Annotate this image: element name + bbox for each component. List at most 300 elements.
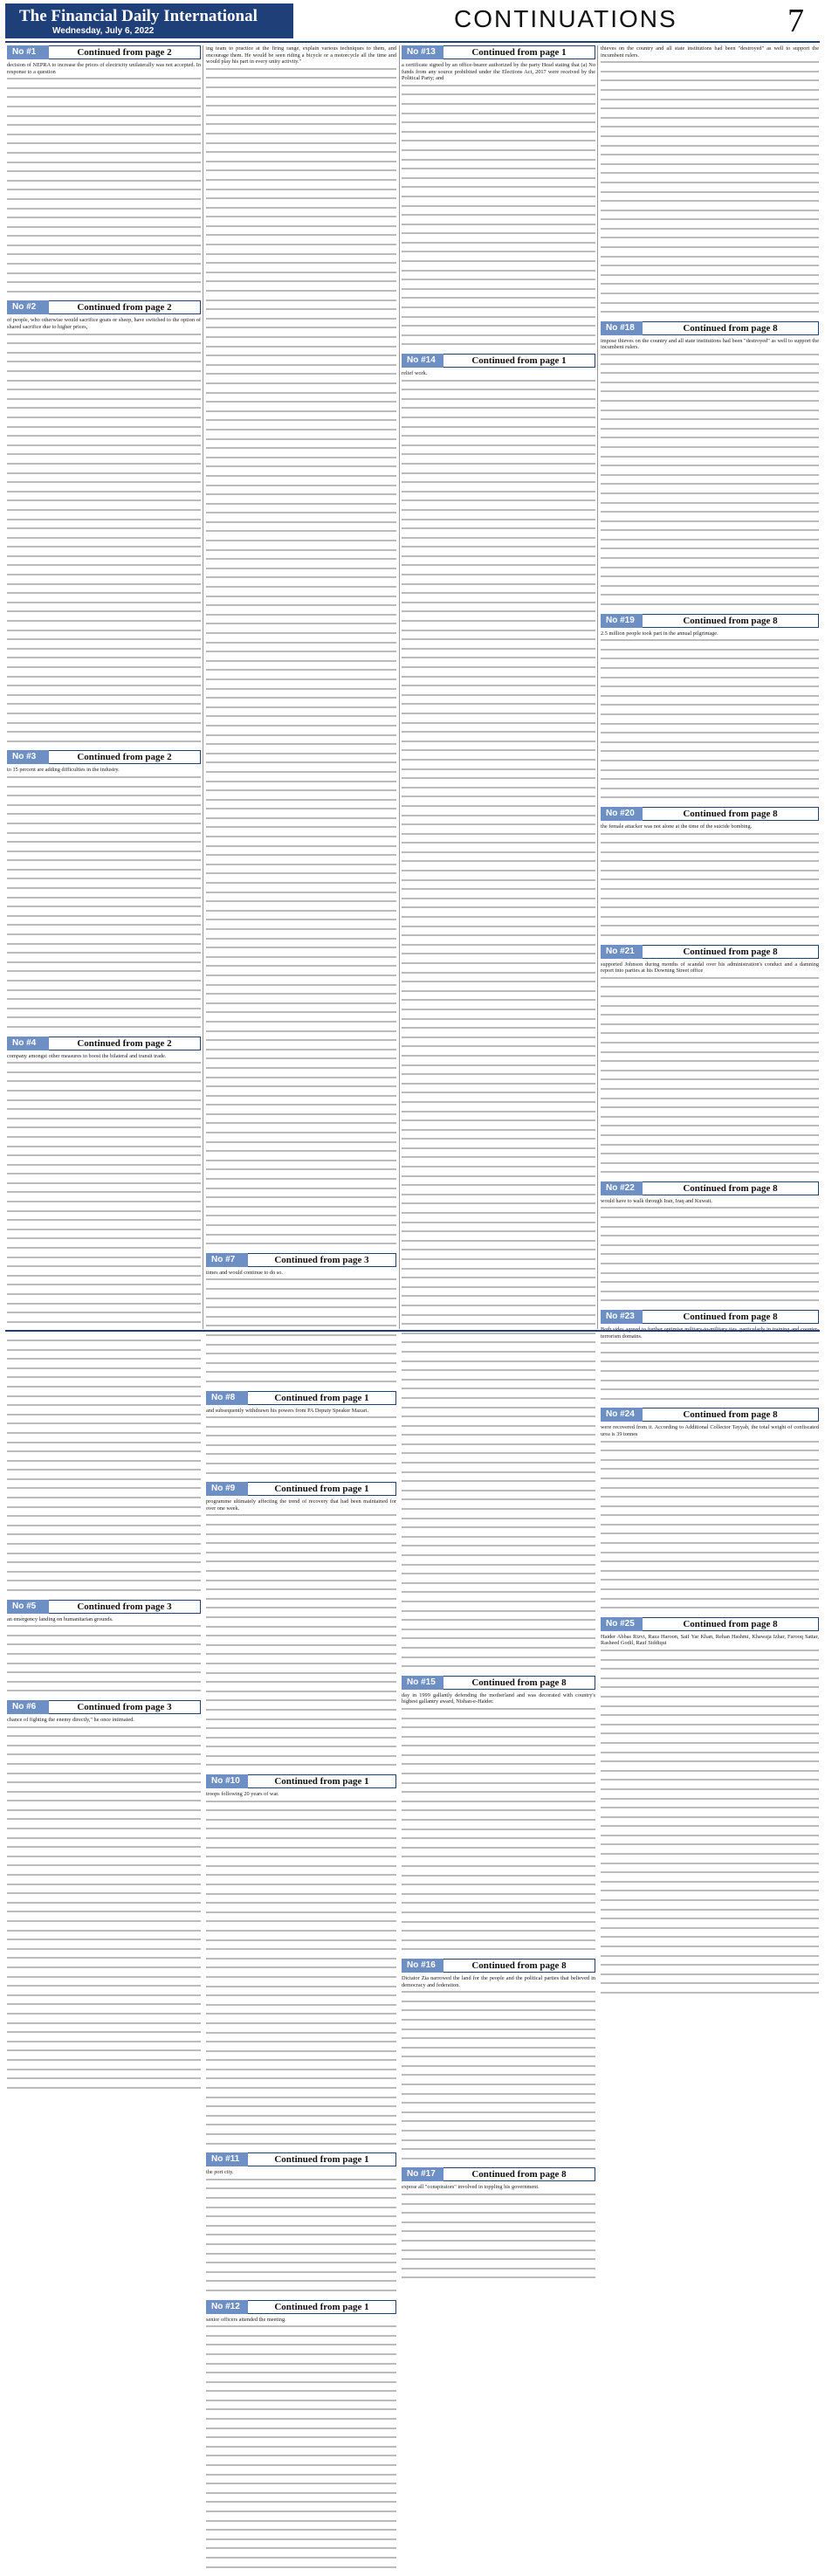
text-line: [206, 826, 396, 833]
text-line: [7, 509, 201, 516]
text-line: [402, 2009, 595, 2016]
text-line: [206, 761, 396, 768]
article-first-line: Haider Abbas Rizvi, Raza Haroon, Saif Yar Khan, Rehan Hashmi, Khawaja Izhar, Farooq Sattar, Rasheed Godil, Rauf Siddiqui: [601, 1633, 819, 1647]
article-first-line: 2.5 million people took part in the annual pilgrimage.: [601, 630, 718, 637]
text-line: [206, 346, 396, 353]
text-line: [402, 2102, 595, 2109]
text-line: [402, 990, 595, 997]
text-line: [206, 2381, 396, 2388]
text-line: [7, 444, 201, 451]
text-line: [7, 272, 201, 279]
text-line: [206, 2418, 396, 2425]
text-line: [7, 1553, 201, 1560]
text-line: [402, 103, 595, 110]
continued-from-label: Continued from page 8: [643, 807, 819, 821]
text-line: [402, 1829, 595, 1836]
text-line: [7, 676, 201, 683]
text-line: [601, 1696, 819, 1703]
text-line: [402, 2065, 595, 2072]
text-line: [402, 1388, 595, 1395]
text-line: [206, 1607, 396, 1614]
article-number-tag: No #25: [601, 1617, 643, 1631]
text-line: [402, 768, 595, 775]
text-line: [601, 154, 819, 161]
text-line: [601, 1992, 819, 1999]
text-line: [402, 1240, 595, 1247]
text-line: [402, 620, 595, 627]
text-line: [206, 512, 396, 519]
text-line: [7, 685, 201, 692]
text-line: [7, 713, 201, 720]
text-line: [601, 575, 819, 582]
text-line: [206, 1085, 396, 1092]
text-line: [601, 1705, 819, 1712]
text-line: [206, 2197, 396, 2204]
text-line: [402, 1939, 595, 1946]
text-line: [7, 1671, 201, 1678]
text-line: [7, 648, 201, 655]
text-line: [7, 583, 201, 590]
text-line: [7, 1580, 201, 1587]
text-line: [601, 520, 819, 527]
text-line: [402, 417, 595, 424]
text-line: [601, 1291, 819, 1298]
text-line: [206, 1049, 396, 1056]
text-line: [7, 1210, 201, 1217]
text-line: [206, 151, 396, 158]
text-line: [402, 2240, 595, 2247]
text-line: [601, 237, 819, 244]
text-line: [7, 1414, 201, 1421]
text-line: [7, 1284, 201, 1291]
text-line: [7, 1874, 201, 1881]
text-line: [601, 1477, 819, 1484]
text-line: [7, 638, 201, 645]
text-line: [206, 1994, 396, 2001]
text-line: [7, 226, 201, 233]
text-line: [206, 651, 396, 658]
text-line: [206, 2179, 396, 2186]
text-line: [402, 1554, 595, 1561]
article-body: [7, 62, 201, 297]
continuation-article: [402, 1676, 595, 1955]
text-line: [206, 1168, 396, 1175]
text-line: [402, 1249, 595, 1256]
text-line: [7, 1257, 201, 1264]
text-line: [402, 491, 595, 498]
text-line: [402, 972, 595, 979]
text-line: [402, 944, 595, 951]
article-first-line: to 15 percent are adding difficulties in the industry.: [7, 767, 120, 774]
text-line: [402, 1434, 595, 1441]
text-line: [206, 623, 396, 630]
text-line: [206, 1160, 396, 1167]
continued-from-label: Continued from page 3: [248, 1253, 396, 1267]
text-line: [402, 898, 595, 905]
text-line: [206, 1865, 396, 1872]
article-first-line: would have to walk through Iran, Iraq and Kuwait.: [601, 1197, 713, 1204]
text-line: [206, 1113, 396, 1120]
text-line: [601, 1650, 819, 1656]
text-line: [402, 1452, 595, 1459]
text-line: [402, 1018, 595, 1025]
article-body: [206, 2317, 396, 2573]
text-line: [206, 558, 396, 565]
text-line: [206, 549, 396, 556]
text-line: [601, 1051, 819, 1058]
text-line: [402, 380, 595, 387]
text-line: [206, 216, 396, 223]
text-line: [7, 1663, 201, 1670]
text-line: [601, 474, 819, 481]
text-line: [7, 519, 201, 526]
text-line: [601, 1487, 819, 1494]
article-header: [402, 2167, 595, 2181]
text-line: [402, 1462, 595, 1469]
article-body: [7, 1616, 201, 1697]
text-line: [206, 715, 396, 722]
text-line: [206, 1306, 396, 1313]
text-line: [402, 1184, 595, 1191]
article-first-line: decision of NEPRA to increase the prices of electricity unilaterally was not accepted. In response to a question: [7, 62, 201, 75]
text-line: [206, 1626, 396, 1633]
text-line: [402, 444, 595, 451]
text-line: [206, 1837, 396, 1844]
text-line: [601, 1752, 819, 1759]
text-line: [7, 1543, 201, 1550]
text-line: [206, 1362, 396, 1369]
text-line: [206, 540, 396, 547]
text-line: [7, 1809, 201, 1816]
text-line: [7, 1533, 201, 1540]
text-line: [402, 260, 595, 267]
text-line: [601, 1779, 819, 1786]
text-line: [206, 447, 396, 454]
text-line: [402, 842, 595, 849]
text-line: [601, 446, 819, 453]
text-line: [206, 336, 396, 343]
text-line: [402, 851, 595, 858]
text-line: [601, 585, 819, 592]
article-body: [601, 961, 819, 1178]
text-line: [402, 270, 595, 277]
text-line: [601, 788, 819, 795]
text-line: [206, 1353, 396, 1360]
text-line: [206, 355, 396, 362]
text-line: [7, 1071, 201, 1078]
text-line: [402, 1277, 595, 1284]
text-line: [7, 887, 201, 894]
text-line: [601, 851, 819, 858]
text-line: [402, 1736, 595, 1743]
column-1: [7, 45, 201, 2097]
text-line: [7, 1800, 201, 1807]
text-line: [7, 851, 201, 858]
text-line: [206, 234, 396, 241]
article-number-tag: No #12: [206, 2300, 248, 2314]
article-number-tag: No #1: [7, 45, 49, 59]
text-line: [402, 759, 595, 766]
text-line: [206, 2253, 396, 2260]
text-line: [7, 998, 201, 1005]
text-line: [601, 548, 819, 554]
article-number-tag: No #19: [601, 614, 643, 628]
text-line: [206, 1672, 396, 1679]
masthead-banner: [5, 3, 293, 38]
continuation-article: [7, 45, 201, 297]
continuation-article: [206, 1391, 396, 1479]
continuation-article: [7, 300, 201, 747]
text-line: [601, 769, 819, 776]
continuation-article: [7, 1700, 201, 2093]
text-line: [7, 1791, 201, 1798]
text-line: [206, 2143, 396, 2150]
text-line: [7, 1340, 201, 1347]
text-line: [402, 224, 595, 231]
article-body: [601, 630, 819, 803]
text-line: [7, 263, 201, 270]
text-line: [402, 888, 595, 895]
column-2: [206, 45, 396, 2576]
text-line: [601, 1742, 819, 1749]
text-line: [402, 564, 595, 571]
continued-from-label: Continued from page 2: [49, 45, 201, 59]
text-line: [206, 928, 396, 935]
text-line: [601, 1370, 819, 1377]
text-line: [206, 1966, 396, 1973]
article-first-line: were recovered from it. According to Additional Collector Tayyab, the total weight of confiscated urea is 39 tonnes: [601, 1424, 819, 1437]
text-line: [402, 657, 595, 664]
text-line: [7, 1892, 201, 1899]
text-line: [7, 1146, 201, 1153]
text-line: [402, 1763, 595, 1770]
text-line: [402, 879, 595, 886]
article-number-tag: No #3: [7, 750, 49, 764]
text-line: [601, 1360, 819, 1367]
text-line: [206, 1435, 396, 1442]
text-line: [402, 722, 595, 729]
text-line: [7, 786, 201, 793]
text-line: [206, 1570, 396, 1577]
text-line: [601, 1226, 819, 1233]
text-line: [206, 1215, 396, 1222]
text-line: [206, 1178, 396, 1185]
continued-from-label: Continued from page 8: [643, 321, 819, 335]
text-line: [601, 1207, 819, 1214]
text-line: [206, 2557, 396, 2564]
text-line: [402, 2158, 595, 2165]
text-line: [402, 325, 595, 332]
text-line: [402, 1745, 595, 1752]
text-line: [206, 1920, 396, 1927]
text-line: [7, 291, 201, 298]
continuation-article: [206, 1482, 396, 1771]
text-line: [7, 906, 201, 913]
text-line: [206, 373, 396, 380]
text-line: [7, 1247, 201, 1254]
text-line: [206, 2050, 396, 2057]
text-line: [206, 114, 396, 121]
text-line: [206, 632, 396, 639]
text-line: [7, 943, 201, 950]
text-line: [206, 142, 396, 149]
continued-from-label: Continued from page 1: [248, 1774, 396, 1788]
text-line: [601, 529, 819, 536]
continuation-article: [206, 45, 396, 1250]
text-line: [402, 1518, 595, 1525]
text-line: [7, 1846, 201, 1853]
text-line: [402, 1490, 595, 1497]
text-line: [402, 1415, 595, 1422]
text-line: [206, 1371, 396, 1378]
article-first-line: Dictator Zia narrowed the land for the people and the political parties that believed in democracy and federation.: [402, 1974, 595, 1988]
text-line: [601, 1060, 819, 1067]
article-header: [7, 750, 201, 764]
text-line: [402, 2120, 595, 2127]
text-line: [7, 574, 201, 581]
text-line: [7, 776, 201, 783]
text-line: [402, 2148, 595, 2155]
text-line: [7, 731, 201, 738]
text-line: [402, 1119, 595, 1126]
text-line: [601, 302, 819, 309]
text-line: [601, 1668, 819, 1675]
text-line: [7, 1837, 201, 1844]
text-line: [7, 1653, 201, 1660]
text-line: [206, 1011, 396, 1018]
text-line: [7, 1395, 201, 1402]
text-line: [7, 1506, 201, 1513]
text-line: [402, 796, 595, 802]
text-line: [206, 401, 396, 408]
text-line: [601, 1714, 819, 1721]
text-line: [206, 753, 396, 760]
text-line: [601, 1106, 819, 1113]
text-line: [601, 796, 819, 803]
article-header: [7, 1700, 201, 1714]
text-line: [601, 1352, 819, 1359]
text-line: [601, 274, 819, 281]
text-line: [402, 2194, 595, 2201]
text-line: [601, 1871, 819, 1878]
text-line: [7, 245, 201, 251]
text-line: [206, 225, 396, 232]
text-line: [7, 970, 201, 977]
text-line: [601, 1244, 819, 1251]
text-line: [601, 1032, 819, 1039]
text-line: [206, 133, 396, 140]
text-line: [206, 1699, 396, 1706]
text-line: [601, 1496, 819, 1503]
text-line: [7, 342, 201, 349]
article-first-line: terrorism domains.: [601, 1333, 643, 1340]
text-line: [7, 253, 201, 260]
text-line: [206, 1514, 396, 1521]
continuation-article: [402, 354, 595, 1672]
text-line: [206, 521, 396, 528]
text-line: [206, 1188, 396, 1195]
text-line: [402, 2203, 595, 2210]
text-line: [601, 1514, 819, 1521]
text-line: [206, 892, 396, 899]
text-line: [402, 926, 595, 933]
text-line: [601, 833, 819, 840]
text-line: [601, 1441, 819, 1448]
text-line: [601, 1863, 819, 1870]
text-line: [601, 354, 819, 361]
continuation-article: [601, 1408, 819, 1613]
column-divider: [597, 45, 598, 1329]
text-line: [402, 1369, 595, 1376]
text-line: [601, 539, 819, 546]
text-line: [402, 1582, 595, 1589]
text-line: [601, 934, 819, 941]
text-line: [402, 574, 595, 581]
text-line: [601, 658, 819, 665]
text-line: [7, 1265, 201, 1272]
text-line: [206, 734, 396, 741]
bottom-rule: [5, 1330, 820, 1332]
text-line: [402, 1647, 595, 1654]
text-line: [206, 2390, 396, 2397]
text-line: [7, 1422, 201, 1429]
text-line: [206, 1426, 396, 1433]
text-line: [402, 934, 595, 941]
text-line: [7, 1930, 201, 1937]
text-line: [206, 1224, 396, 1231]
text-line: [7, 198, 201, 205]
article-number-tag: No #21: [601, 945, 643, 959]
text-line: [601, 372, 819, 379]
text-line: [206, 392, 396, 399]
text-line: [206, 2243, 396, 2250]
text-line: [206, 1234, 396, 1241]
text-line: [601, 557, 819, 564]
text-line: [206, 1206, 396, 1213]
text-line: [601, 492, 819, 499]
text-line: [402, 316, 595, 323]
continued-from-label: Continued from page 1: [248, 1482, 396, 1496]
article-header: [7, 1037, 201, 1050]
article-header: [601, 1310, 819, 1324]
text-line: [7, 869, 201, 876]
text-line: [7, 952, 201, 959]
article-number-tag: No #6: [7, 1700, 49, 1714]
text-line: [402, 1948, 595, 1955]
text-line: [7, 1643, 201, 1650]
text-line: [601, 1927, 819, 1934]
text-line: [402, 583, 595, 590]
text-line: [7, 1753, 201, 1760]
text-line: [402, 1443, 595, 1450]
text-line: [402, 2268, 595, 2275]
text-line: [601, 79, 819, 86]
text-line: [7, 694, 201, 701]
text-line: [7, 1818, 201, 1825]
article-body: [7, 767, 201, 1032]
text-line: [7, 1635, 201, 1642]
text-line: [206, 2262, 396, 2269]
article-first-line: expose all "conspirators" involved in toppling his government.: [402, 2184, 540, 2191]
text-line: [7, 87, 201, 94]
text-line: [206, 1856, 396, 1863]
article-header: [402, 45, 595, 59]
text-line: [601, 1171, 819, 1178]
text-line: [402, 93, 595, 100]
text-line: [7, 115, 201, 122]
text-line: [206, 1132, 396, 1139]
text-line: [402, 1884, 595, 1891]
